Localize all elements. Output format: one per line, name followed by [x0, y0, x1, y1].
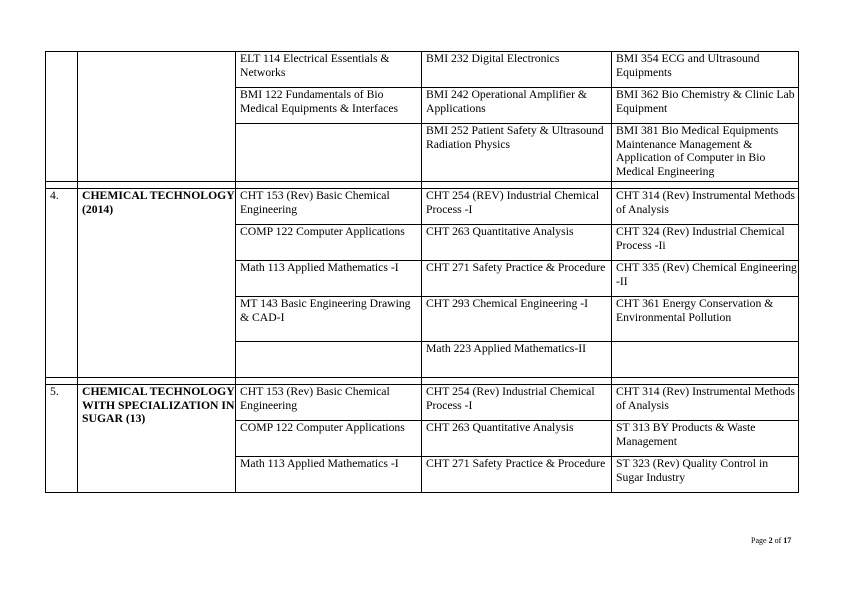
table-row	[46, 189, 799, 225]
page-footer	[751, 536, 791, 545]
course-cell: BMI 362 Bio Chemistry & Clinic Lab Equipment	[612, 88, 799, 124]
page-number: 2	[768, 536, 773, 545]
course-cell: COMP 122 Computer Applications	[236, 421, 422, 457]
course-cell: ELT 114 Electrical Essentials & Networks	[236, 52, 422, 88]
course-cell	[612, 342, 799, 378]
course-cell: COMP 122 Computer Applications	[236, 225, 422, 261]
course-cell: CHT 153 (Rev) Basic Chemical Engineering	[236, 385, 422, 421]
course-cell: BMI 252 Patient Safety & Ultrasound Radiation Physics	[422, 124, 612, 182]
course-cell: CHT 324 (Rev) Industrial Chemical Process -Ii	[612, 225, 799, 261]
course-cell: BMI 242 Operational Amplifier & Applications	[422, 88, 612, 124]
serial-number-cell	[46, 52, 78, 182]
course-cell: BMI 354 ECG and Ultrasound Equipments	[612, 52, 799, 88]
course-cell: CHT 271 Safety Practice & Procedure	[422, 261, 612, 297]
course-cell: CHT 254 (Rev) Industrial Chemical Process -I	[422, 385, 612, 421]
course-cell: CHT 153 (Rev) Basic Chemical Engineering	[236, 189, 422, 225]
table-row	[46, 385, 799, 421]
separator-row	[46, 378, 799, 385]
course-cell	[236, 124, 422, 182]
course-cell	[236, 342, 422, 378]
page-label: Page	[751, 536, 767, 545]
course-cell: BMI 232 Digital Electronics	[422, 52, 612, 88]
program-name-cell: CHEMICAL TECHNOLOGY (2014)	[78, 189, 236, 378]
course-cell: CHT 335 (Rev) Chemical Engineering -II	[612, 261, 799, 297]
course-cell: CHT 254 (REV) Industrial Chemical Process -I	[422, 189, 612, 225]
serial-number-cell: 5.	[46, 385, 78, 493]
separator-row	[46, 182, 799, 189]
course-cell: BMI 381 Bio Medical Equipments Maintenance Management & Application of Computer in Bio Medical Engineering	[612, 124, 799, 182]
course-cell: Math 223 Applied Mathematics-II	[422, 342, 612, 378]
page-total: 17	[783, 536, 792, 545]
course-cell: CHT 263 Quantitative Analysis	[422, 421, 612, 457]
course-cell: Math 113 Applied Mathematics -I	[236, 457, 422, 493]
of-label: of	[774, 536, 782, 545]
course-table	[45, 51, 799, 493]
serial-number-cell: 4.	[46, 189, 78, 378]
program-name-cell	[78, 52, 236, 182]
course-cell: ST 313 BY Products & Waste Management	[612, 421, 799, 457]
course-cell: CHT 361 Energy Conservation & Environmental Pollution	[612, 297, 799, 342]
course-cell: MT 143 Basic Engineering Drawing & CAD-I	[236, 297, 422, 342]
course-cell: Math 113 Applied Mathematics -I	[236, 261, 422, 297]
course-cell: CHT 271 Safety Practice & Procedure	[422, 457, 612, 493]
course-cell: ST 323 (Rev) Quality Control in Sugar Industry	[612, 457, 799, 493]
course-cell: CHT 263 Quantitative Analysis	[422, 225, 612, 261]
course-cell: CHT 314 (Rev) Instrumental Methods of Analysis	[612, 385, 799, 421]
table-row	[46, 52, 799, 88]
course-cell: CHT 293 Chemical Engineering -I	[422, 297, 612, 342]
program-name-cell: CHEMICAL TECHNOLOGY WITH SPECIALIZATION IN SUGAR (13)	[78, 385, 236, 493]
course-cell: CHT 314 (Rev) Instrumental Methods of Analysis	[612, 189, 799, 225]
course-cell: BMI 122 Fundamentals of Bio Medical Equipments & Interfaces	[236, 88, 422, 124]
